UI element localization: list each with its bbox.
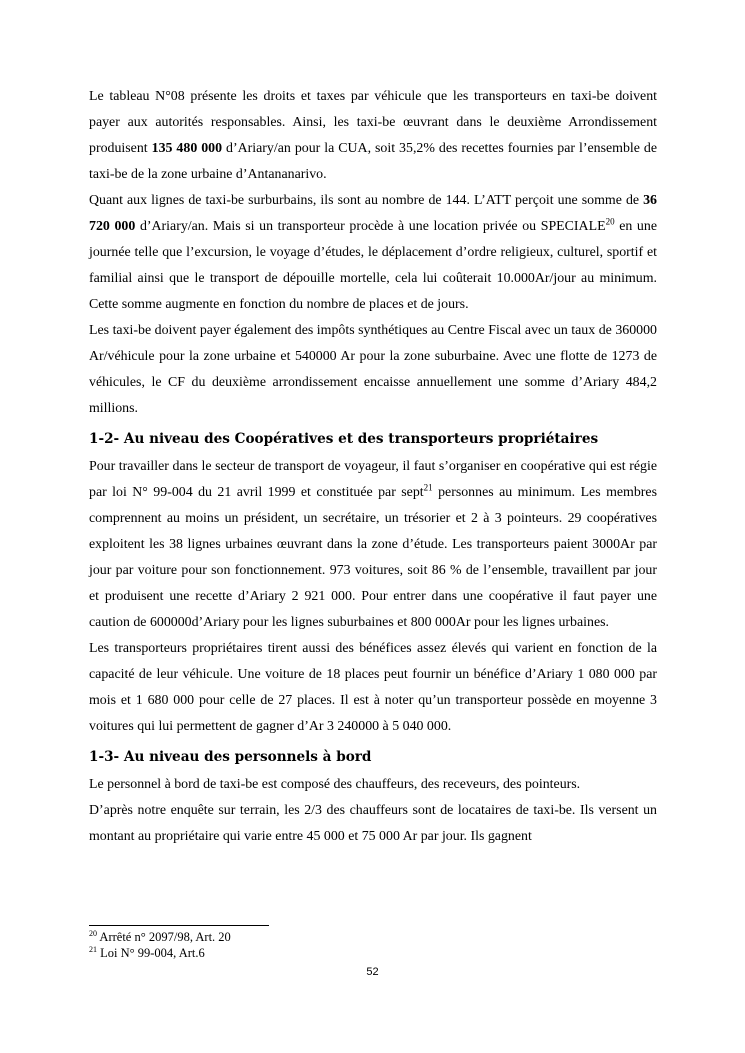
paragraph-text: Le tableau N°08 présente les droits et taxes par véhicule que les transporteurs en taxi-be doivent payer aux autorités responsables. Ainsi, les taxi-be œuvrant dans le deuxième Arrondissement produisent (89, 89, 657, 156)
paragraph-cooperatives (89, 454, 657, 636)
paragraph-enquete: D’après notre enquête sur terrain, les 2/3 des chauffeurs sont de locataires de taxi-be. Ils versent un montant au propriétaire qui varie entre 45 000 et 75 000 Ar par jour. Ils gagnent (89, 803, 657, 844)
paragraph-text: personnes au minimum. Les membres comprennent au moins un président, un secrétaire, un trésorier et 2 à 3 pointeurs. 29 coopératives exploitent les 38 lignes urbaines œuvrant dans la zone d’étude. Les transporteurs paient 3000Ar par jour par voiture pour son fonctionnement. 973 voitures, soit 86 % de l’ensemble, travaillent par jour et produisent une recette d’Ariary 2 921 000. Pour entrer dans une coopérative il faut payer une caution de 600000d’Ariary pour les lignes suburbaines et 800 000Ar pour les lignes urbaines. (89, 485, 657, 630)
footnote-text: Loi N° 99-004, Art.6 (97, 946, 205, 960)
paragraph-proprietaires: Les transporteurs propriétaires tirent aussi des bénéfices assez élevés qui varient en fonction de la capacité de leur véhicule. Une voiture de 18 places peut fournir un bénéfice d’Ariary 1 080 000 par mois et 1 680 000 pour celle de 27 places. Il est à noter qu’un transporteur possède en moyenne 3 voitures qui lui permettent de gagner d’Ar 3 240000 à 5 040 000. (89, 641, 657, 734)
footnote-item (89, 929, 489, 945)
paragraph-droits-taxes (89, 84, 657, 188)
footnote-ref-20[interactable]: 20 (605, 216, 615, 227)
footnote-item (89, 945, 489, 961)
footnote-text: Arrêté n° 2097/98, Art. 20 (97, 930, 231, 944)
amount-att: 36 720 000 (89, 193, 657, 234)
paragraph-suburbains (89, 188, 657, 318)
footnote-number: 20 (89, 928, 97, 938)
body-text (89, 84, 657, 850)
section-heading-cooperatives: 1-2- Au niveau des Coopératives et des transporteurs propriétaires (89, 431, 599, 447)
paragraph-text: d’Ariary/an. Mais si un transporteur procède à une location privée ou SPECIALE (135, 219, 606, 234)
footnote-ref-21[interactable]: 21 (423, 482, 433, 493)
paragraph-text: Quant aux lignes de taxi-be surburbains, ils sont au nombre de 144. L’ATT perçoit une somme de (89, 193, 644, 208)
footnote-number: 21 (89, 944, 97, 954)
paragraph-text: en une journée telle que l’excursion, le voyage d’études, le déplacement d’ordre religieux, culturel, sportif et familial ainsi que le transport de dépouille mortelle, cela lui coûterait 10.000Ar/jour au minimum. Cette somme augmente en fonction du nombre de places et de jours. (89, 219, 657, 312)
paragraph-text: d’Ariary/an pour la CUA, soit 35,2% des recettes fournies par l’ensemble de taxi-be de la zone urbaine d’Antananarivo. (89, 141, 657, 182)
footnote-divider (89, 925, 269, 926)
section-heading-personnels: 1-3- Au niveau des personnels à bord (89, 749, 372, 765)
page-number: 52 (366, 966, 379, 978)
paragraph-text: Pour travailler dans le secteur de transport de voyageur, il faut s’organiser en coopérative qui est régie par loi N° 99-004 du 21 avril 1999 et constituée par sept (89, 459, 657, 500)
paragraph-personnel: Le personnel à bord de taxi-be est composé des chauffeurs, des receveurs, des pointeurs. (89, 777, 581, 792)
amount-cua: 135 480 000 (151, 141, 223, 156)
paragraph-impots: Les taxi-be doivent payer également des impôts synthétiques au Centre Fiscal avec un taux de 360000 Ar/véhicule pour la zone urbaine et 540000 Ar pour la zone suburbaine. Avec une flotte de 1273 de véhicules, le CF du deuxième arrondissement encaisse annuellement une somme d’Ariary 484,2 millions. (89, 323, 657, 416)
footnotes (89, 929, 489, 961)
